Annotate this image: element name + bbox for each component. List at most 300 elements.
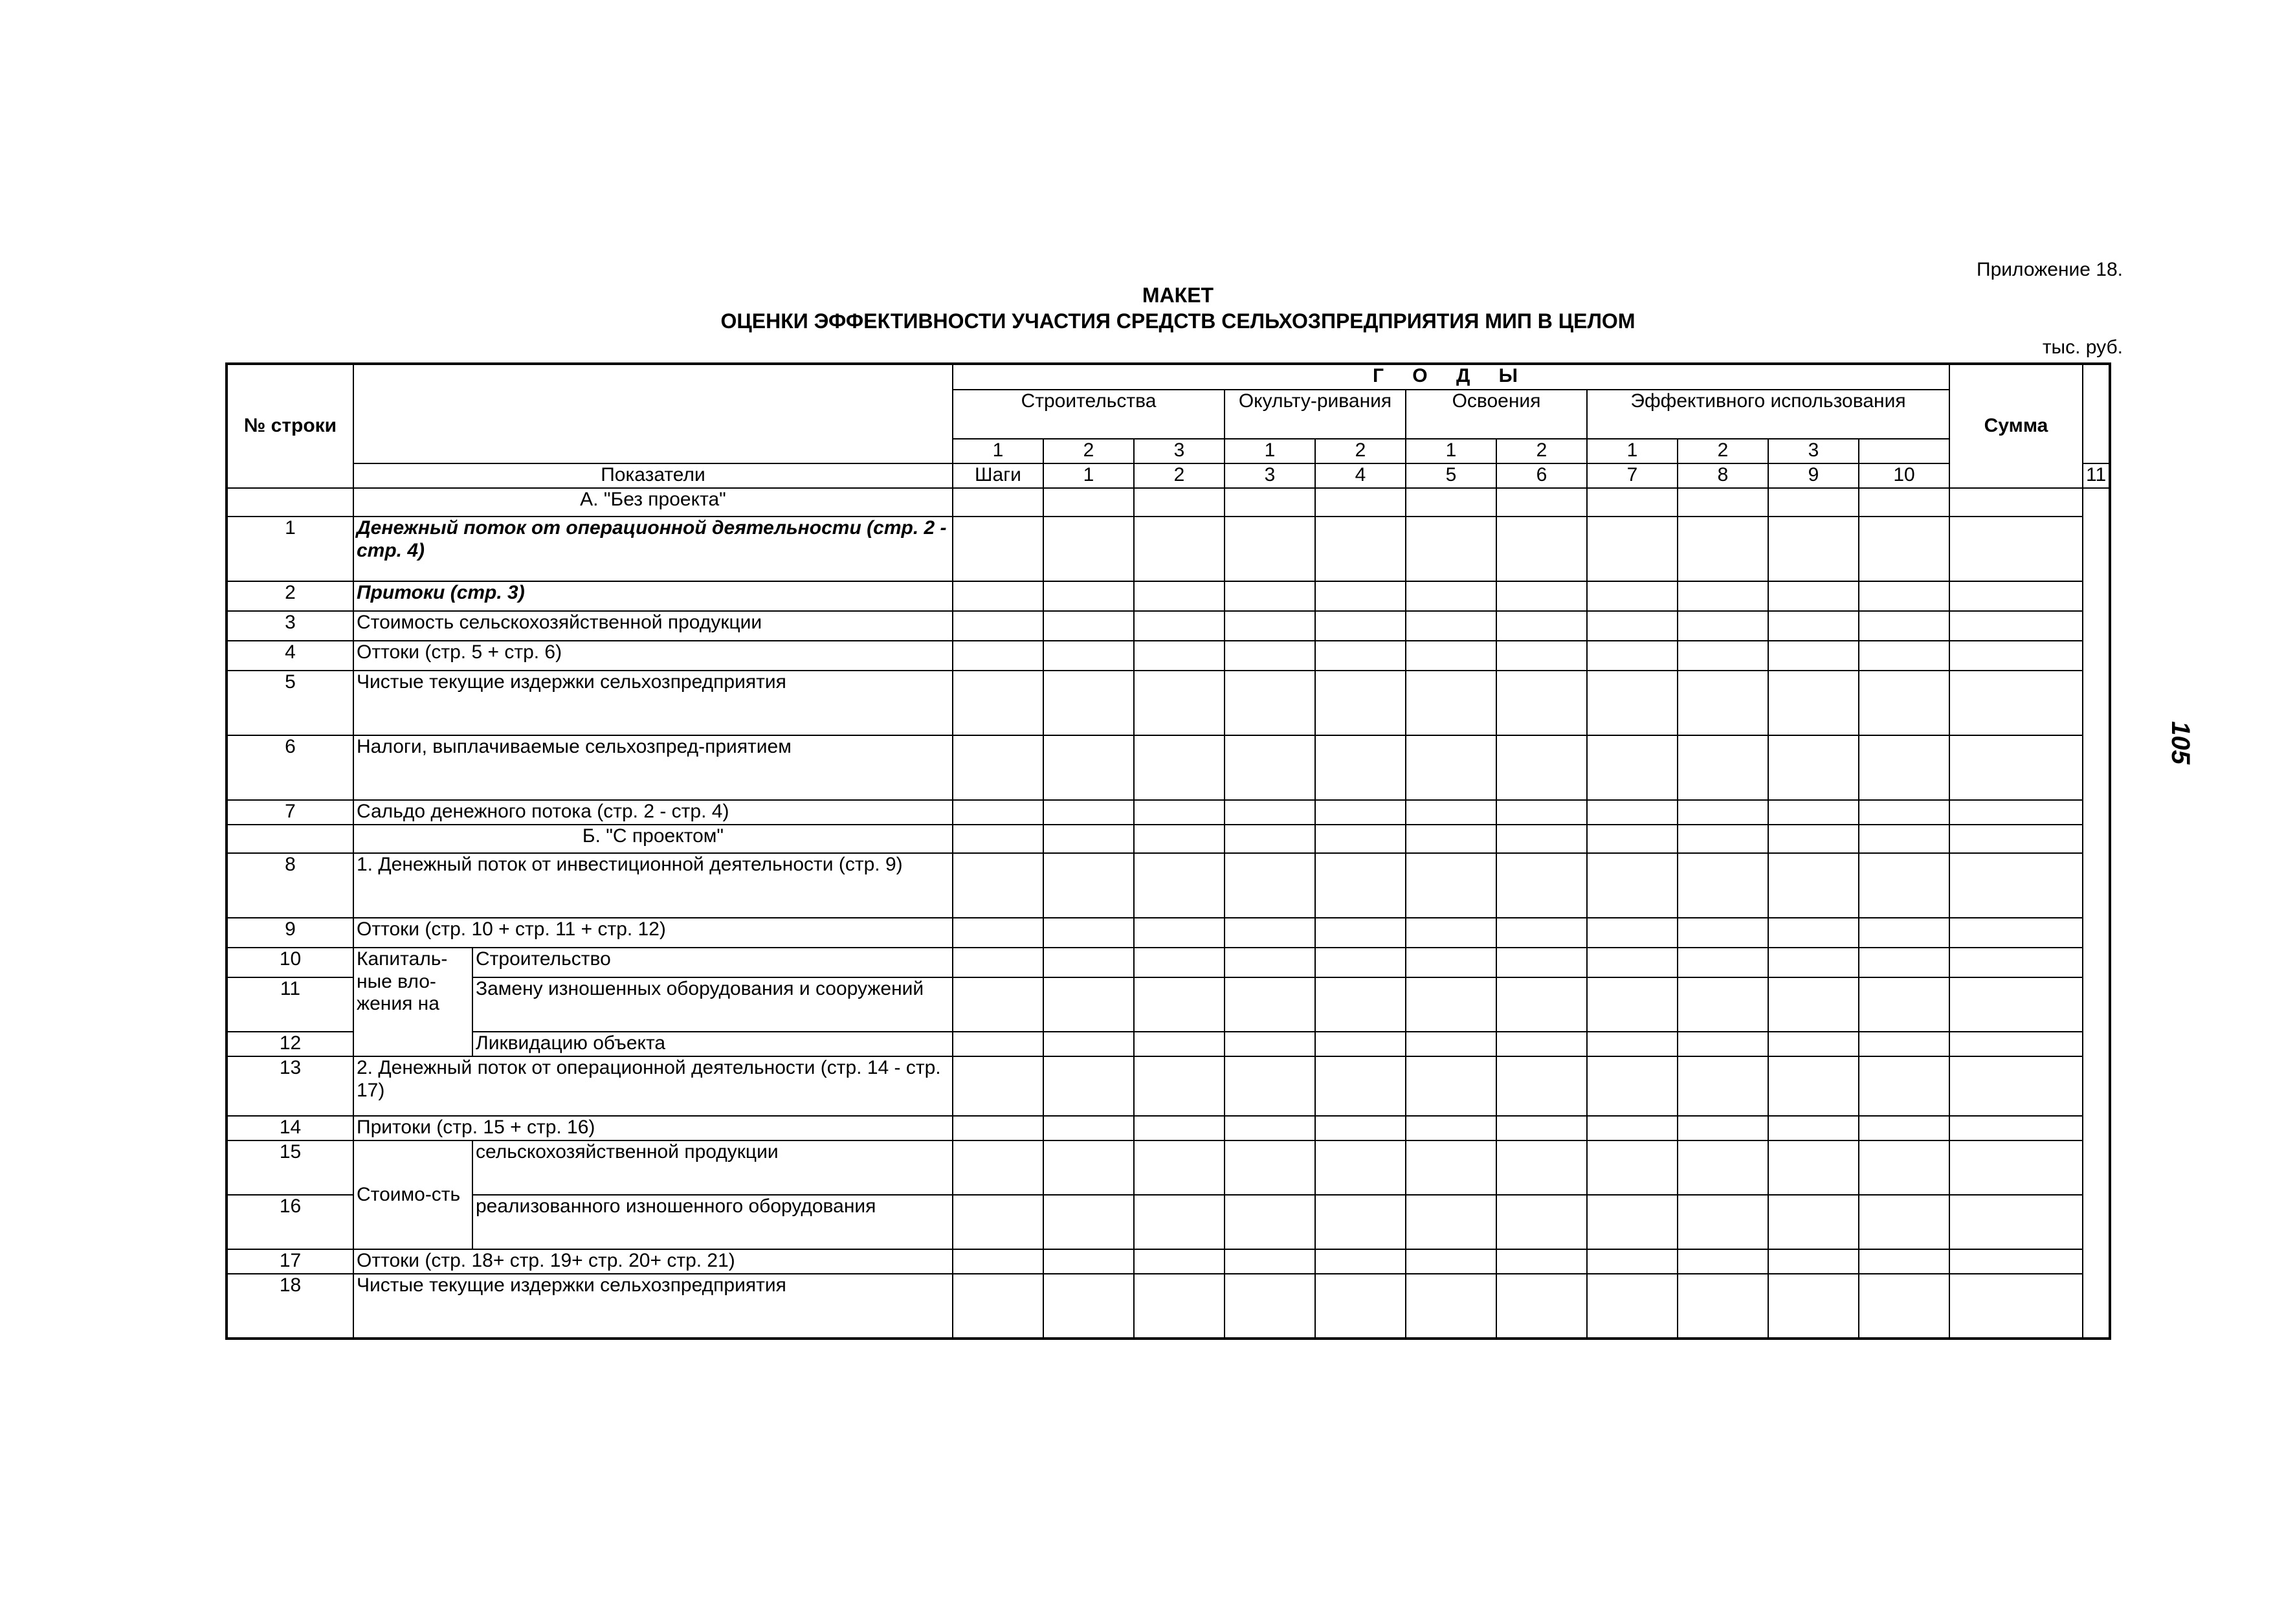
period-year-cell: 1 — [1225, 439, 1315, 463]
indicator-text: Оттоки (стр. 18+ стр. 19+ стр. 20+ стр. 21) — [353, 1249, 953, 1274]
value-cell — [1043, 488, 1134, 517]
step-cell: 4 — [1315, 463, 1406, 488]
value-cell — [953, 977, 1043, 1032]
row-number: 3 — [227, 611, 353, 641]
value-cell — [1496, 977, 1587, 1032]
value-cell — [1315, 977, 1406, 1032]
value-cell — [1406, 918, 1496, 948]
value-cell — [1768, 671, 1859, 735]
value-cell — [1587, 853, 1678, 918]
value-cell — [1859, 641, 1949, 671]
value-cell — [1406, 853, 1496, 918]
table-row — [227, 1195, 2110, 1249]
page-number: 105 — [2166, 721, 2195, 764]
value-cell — [1496, 1274, 1587, 1339]
value-cell — [1315, 671, 1406, 735]
value-cell — [1949, 1274, 2083, 1339]
value-cell — [1406, 1116, 1496, 1140]
value-cell — [1496, 1032, 1587, 1056]
document-subtitle: ОЦЕНКИ ЭФФЕКТИВНОСТИ УЧАСТИЯ СРЕДСТВ СЕЛЬХОЗПРЕДПРИЯТИЯ МИП В ЦЕЛОМ — [720, 309, 1635, 333]
value-cell — [1134, 581, 1225, 611]
value-cell — [1496, 825, 1587, 853]
value-cell — [1225, 1056, 1315, 1116]
value-cell — [1949, 1032, 2083, 1056]
sum-header: Сумма — [1949, 364, 2083, 488]
value-cell — [1406, 611, 1496, 641]
value-cell — [1587, 641, 1678, 671]
value-cell — [1496, 488, 1587, 517]
value-cell — [953, 948, 1043, 977]
value-cell — [953, 825, 1043, 853]
value-cell — [1859, 825, 1949, 853]
value-cell — [1315, 488, 1406, 517]
value-cell — [1315, 735, 1406, 800]
value-cell — [1859, 517, 1949, 581]
value-cell — [1587, 517, 1678, 581]
value-cell — [1134, 918, 1225, 948]
row-number — [227, 825, 353, 853]
value-cell — [1949, 1056, 2083, 1116]
value-cell — [1768, 948, 1859, 977]
period-year-cell: 2 — [1043, 439, 1134, 463]
value-cell — [1043, 1116, 1134, 1140]
row-number — [227, 488, 353, 517]
value-cell — [1859, 1274, 1949, 1339]
value-cell — [1949, 641, 2083, 671]
value-cell — [1496, 1056, 1587, 1116]
indicator-text: 1. Денежный поток от инвестиционной деятельности (стр. 9) — [353, 853, 953, 918]
value-cell — [1315, 948, 1406, 977]
value-cell — [1768, 1249, 1859, 1274]
value-cell — [1134, 611, 1225, 641]
value-cell — [1134, 1274, 1225, 1339]
value-cell — [1043, 735, 1134, 800]
value-cell — [953, 1140, 1043, 1195]
row-number: 17 — [227, 1249, 353, 1274]
value-cell — [1678, 1195, 1768, 1249]
section-a-title: А. "Без проекта" — [353, 488, 953, 517]
value-cell — [1496, 671, 1587, 735]
value-cell — [1678, 825, 1768, 853]
value-cell — [1678, 977, 1768, 1032]
value-cell — [1315, 641, 1406, 671]
indicator-text: Стоимость сельскохозяйственной продукции — [353, 611, 953, 641]
value-cell — [1768, 735, 1859, 800]
value-cell — [1043, 1056, 1134, 1116]
row-number: 8 — [227, 853, 353, 918]
value-cell — [1587, 1195, 1678, 1249]
value-cell — [953, 1274, 1043, 1339]
value-cell — [1225, 1140, 1315, 1195]
value-cell — [953, 581, 1043, 611]
value-cell — [1406, 977, 1496, 1032]
step-cell: 10 — [1859, 463, 1949, 488]
value-cell — [1768, 517, 1859, 581]
value-cell — [1768, 918, 1859, 948]
years-header: Г О Д Ы — [953, 364, 1949, 390]
section-row — [227, 825, 2110, 853]
value-cell — [1225, 948, 1315, 977]
period-year-cell: 2 — [1315, 439, 1406, 463]
value-cell — [1134, 488, 1225, 517]
value-cell — [1225, 671, 1315, 735]
step-cell: 3 — [1225, 463, 1315, 488]
value-cell — [1496, 800, 1587, 825]
value-cell — [1043, 825, 1134, 853]
steps-header: Шаги — [953, 463, 1043, 488]
value-cell — [1587, 1249, 1678, 1274]
value-cell — [953, 735, 1043, 800]
appendix-label: Приложение 18. — [1977, 259, 2123, 280]
value-cell — [1859, 1056, 1949, 1116]
table-row — [227, 800, 2110, 825]
value-cell — [1043, 977, 1134, 1032]
value-cell — [1134, 671, 1225, 735]
cost-group: Стоимо-сть — [353, 1140, 472, 1249]
value-cell — [1587, 488, 1678, 517]
row-number: 6 — [227, 735, 353, 800]
value-cell — [1859, 1195, 1949, 1249]
indicator-text: Притоки (стр. 15 + стр. 16) — [353, 1116, 953, 1140]
value-cell — [1949, 977, 2083, 1032]
value-cell — [1949, 1195, 2083, 1249]
value-cell — [1225, 517, 1315, 581]
value-cell — [1315, 1274, 1406, 1339]
table-row — [227, 517, 2110, 581]
value-cell — [1043, 517, 1134, 581]
table-row — [227, 918, 2110, 948]
value-cell — [1859, 581, 1949, 611]
table-row — [227, 611, 2110, 641]
value-cell — [1859, 488, 1949, 517]
value-cell — [1859, 1140, 1949, 1195]
value-cell — [1315, 1249, 1406, 1274]
table-row — [227, 853, 2110, 918]
value-cell — [1949, 853, 2083, 918]
value-cell — [1949, 581, 2083, 611]
value-cell — [1406, 1195, 1496, 1249]
value-cell — [953, 853, 1043, 918]
value-cell — [1587, 800, 1678, 825]
value-cell — [1225, 488, 1315, 517]
value-cell — [1768, 800, 1859, 825]
row-number: 2 — [227, 581, 353, 611]
value-cell — [1043, 800, 1134, 825]
value-cell — [953, 488, 1043, 517]
assessment-table — [225, 362, 2111, 1340]
value-cell — [1225, 800, 1315, 825]
value-cell — [1949, 735, 2083, 800]
value-cell — [1768, 1056, 1859, 1116]
value-cell — [1043, 641, 1134, 671]
value-cell — [953, 1032, 1043, 1056]
indicator-text: Чистые текущие издержки сельхозпредприятия — [353, 671, 953, 735]
value-cell — [1768, 1195, 1859, 1249]
value-cell — [1678, 735, 1768, 800]
indicator-text: Сальдо денежного потока (стр. 2 - стр. 4) — [353, 800, 953, 825]
value-cell — [953, 517, 1043, 581]
value-cell — [1496, 1116, 1587, 1140]
value-cell — [1043, 1249, 1134, 1274]
value-cell — [953, 671, 1043, 735]
period-year-cell: 3 — [1134, 439, 1225, 463]
value-cell — [1134, 1140, 1225, 1195]
value-cell — [1678, 488, 1768, 517]
value-cell — [1768, 1032, 1859, 1056]
table-row — [227, 671, 2110, 735]
value-cell — [1859, 1116, 1949, 1140]
value-cell — [1587, 918, 1678, 948]
value-cell — [1496, 611, 1587, 641]
value-cell — [1496, 517, 1587, 581]
period-year-cell — [1859, 439, 1949, 463]
value-cell — [1949, 1116, 2083, 1140]
row-number: 12 — [227, 1032, 353, 1056]
value-cell — [1768, 1116, 1859, 1140]
period-year-cell: 1 — [1406, 439, 1496, 463]
value-cell — [1134, 948, 1225, 977]
step-cell: 9 — [1768, 463, 1859, 488]
value-cell — [1315, 918, 1406, 948]
indicator-text: Оттоки (стр. 5 + стр. 6) — [353, 641, 953, 671]
row-number: 7 — [227, 800, 353, 825]
value-cell — [1315, 517, 1406, 581]
value-cell — [953, 918, 1043, 948]
value-cell — [1225, 1116, 1315, 1140]
value-cell — [1678, 517, 1768, 581]
value-cell — [1859, 1032, 1949, 1056]
step-cell: 6 — [1496, 463, 1587, 488]
value-cell — [1225, 1195, 1315, 1249]
value-cell — [1587, 581, 1678, 611]
value-cell — [1406, 1249, 1496, 1274]
value-cell — [1587, 611, 1678, 641]
value-cell — [1859, 853, 1949, 918]
value-cell — [953, 641, 1043, 671]
value-cell — [1949, 517, 2083, 581]
value-cell — [1225, 1274, 1315, 1339]
value-cell — [1768, 641, 1859, 671]
value-cell — [1134, 1032, 1225, 1056]
row-number: 10 — [227, 948, 353, 977]
value-cell — [1678, 1274, 1768, 1339]
period-year-cell: 2 — [1496, 439, 1587, 463]
step-cell: 1 — [1043, 463, 1134, 488]
value-cell — [1406, 1274, 1496, 1339]
row-number: 15 — [227, 1140, 353, 1195]
row-number: 1 — [227, 517, 353, 581]
value-cell — [1949, 671, 2083, 735]
value-cell — [1043, 611, 1134, 641]
value-cell — [953, 1195, 1043, 1249]
row-number: 9 — [227, 918, 353, 948]
step-cell: 11 — [2083, 463, 2110, 488]
value-cell — [1315, 853, 1406, 918]
table-row — [227, 1056, 2110, 1116]
value-cell — [1225, 1032, 1315, 1056]
indicator-text: Замену изношенных оборудования и сооружений — [472, 977, 953, 1032]
value-cell — [1043, 1195, 1134, 1249]
indicator-text: 2. Денежный поток от операционной деятельности (стр. 14 - стр. 17) — [353, 1056, 953, 1116]
table-row — [227, 977, 2110, 1032]
table-row — [227, 641, 2110, 671]
value-cell — [1315, 1140, 1406, 1195]
indicator-text: реализованного изношенного оборудования — [472, 1195, 953, 1249]
value-cell — [953, 1056, 1043, 1116]
value-cell — [1134, 977, 1225, 1032]
row-number: 14 — [227, 1116, 353, 1140]
section-b-title: Б. "С проектом" — [353, 825, 953, 853]
value-cell — [1043, 1274, 1134, 1339]
indicator-text: Строительство — [472, 948, 953, 977]
value-cell — [1587, 1140, 1678, 1195]
table-row — [227, 735, 2110, 800]
period-effective-use: Эффективного использования — [1587, 390, 1949, 439]
value-cell — [1859, 735, 1949, 800]
value-cell — [1496, 1195, 1587, 1249]
value-cell — [1496, 948, 1587, 977]
value-cell — [1949, 918, 2083, 948]
value-cell — [1949, 800, 2083, 825]
value-cell — [1859, 671, 1949, 735]
value-cell — [1678, 800, 1768, 825]
value-cell — [1315, 1056, 1406, 1116]
value-cell — [1406, 1032, 1496, 1056]
value-cell — [1043, 581, 1134, 611]
value-cell — [1768, 825, 1859, 853]
value-cell — [1315, 611, 1406, 641]
value-cell — [1225, 611, 1315, 641]
value-cell — [1225, 641, 1315, 671]
value-cell — [1134, 735, 1225, 800]
table-row — [227, 1249, 2110, 1274]
indicator-text: Денежный поток от операционной деятельности (стр. 2 - стр. 4) — [353, 517, 953, 581]
period-year-cell: 1 — [1587, 439, 1678, 463]
value-cell — [1678, 1140, 1768, 1195]
indicator-text: Чистые текущие издержки сельхозпредприятия — [353, 1274, 953, 1339]
value-cell — [1406, 735, 1496, 800]
value-cell — [953, 800, 1043, 825]
value-cell — [1043, 853, 1134, 918]
value-cell — [1134, 853, 1225, 918]
value-cell — [1949, 611, 2083, 641]
value-cell — [1678, 611, 1768, 641]
value-cell — [1315, 825, 1406, 853]
value-cell — [1225, 918, 1315, 948]
value-cell — [1587, 1274, 1678, 1339]
table-row — [227, 1116, 2110, 1140]
step-cell: 2 — [1134, 463, 1225, 488]
value-cell — [1859, 611, 1949, 641]
value-cell — [1949, 488, 2083, 517]
value-cell — [1406, 800, 1496, 825]
value-cell — [1949, 1249, 2083, 1274]
value-cell — [953, 1116, 1043, 1140]
value-cell — [1406, 1056, 1496, 1116]
value-cell — [1315, 1032, 1406, 1056]
row-number: 18 — [227, 1274, 353, 1339]
units-label: тыс. руб. — [2042, 337, 2123, 358]
value-cell — [1043, 1032, 1134, 1056]
value-cell — [1949, 948, 2083, 977]
value-cell — [1949, 1140, 2083, 1195]
value-cell — [1496, 1249, 1587, 1274]
row-number: 13 — [227, 1056, 353, 1116]
value-cell — [1315, 581, 1406, 611]
value-cell — [1496, 918, 1587, 948]
table-row — [227, 1032, 2110, 1056]
value-cell — [1225, 735, 1315, 800]
indicator-text: сельскохозяйственной продукции — [472, 1140, 953, 1195]
value-cell — [1043, 948, 1134, 977]
value-cell — [1678, 671, 1768, 735]
step-cell: 7 — [1587, 463, 1678, 488]
value-cell — [1225, 581, 1315, 611]
indicator-text: Оттоки (стр. 10 + стр. 11 + стр. 12) — [353, 918, 953, 948]
value-cell — [1678, 1249, 1768, 1274]
value-cell — [1768, 488, 1859, 517]
value-cell — [1406, 581, 1496, 611]
value-cell — [1043, 1140, 1134, 1195]
value-cell — [1678, 1116, 1768, 1140]
value-cell — [1406, 671, 1496, 735]
value-cell — [1587, 735, 1678, 800]
table-row — [227, 1140, 2110, 1195]
value-cell — [1768, 1274, 1859, 1339]
value-cell — [1043, 671, 1134, 735]
capital-investment-group: Капиталь-ные вло-жения на — [353, 948, 472, 1056]
value-cell — [1406, 641, 1496, 671]
section-row — [227, 488, 2110, 517]
value-cell — [1225, 853, 1315, 918]
indicators-header: Показатели — [353, 463, 953, 488]
step-cell: 5 — [1406, 463, 1496, 488]
value-cell — [1859, 800, 1949, 825]
value-cell — [1949, 825, 2083, 853]
value-cell — [1134, 1056, 1225, 1116]
value-cell — [1678, 948, 1768, 977]
period-year-cell: 1 — [953, 439, 1043, 463]
table-row — [227, 1274, 2110, 1339]
value-cell — [1406, 1140, 1496, 1195]
value-cell — [1406, 948, 1496, 977]
value-cell — [953, 611, 1043, 641]
value-cell — [1678, 1032, 1768, 1056]
value-cell — [1315, 1195, 1406, 1249]
value-cell — [1225, 1249, 1315, 1274]
value-cell — [1134, 825, 1225, 853]
value-cell — [1768, 977, 1859, 1032]
value-cell — [953, 1249, 1043, 1274]
period-development: Освоения — [1406, 390, 1587, 439]
value-cell — [1768, 853, 1859, 918]
period-year-cell: 3 — [1768, 439, 1859, 463]
table-row — [227, 948, 2110, 977]
value-cell — [1406, 825, 1496, 853]
value-cell — [1406, 488, 1496, 517]
value-cell — [1134, 1116, 1225, 1140]
value-cell — [1134, 517, 1225, 581]
value-cell — [1134, 800, 1225, 825]
value-cell — [1496, 853, 1587, 918]
document-title: МАКЕТ — [1142, 284, 1214, 307]
value-cell — [1225, 977, 1315, 1032]
row-number: 5 — [227, 671, 353, 735]
value-cell — [1678, 918, 1768, 948]
indicator-text: Притоки (стр. 3) — [353, 581, 953, 611]
value-cell — [1406, 517, 1496, 581]
value-cell — [1496, 581, 1587, 611]
